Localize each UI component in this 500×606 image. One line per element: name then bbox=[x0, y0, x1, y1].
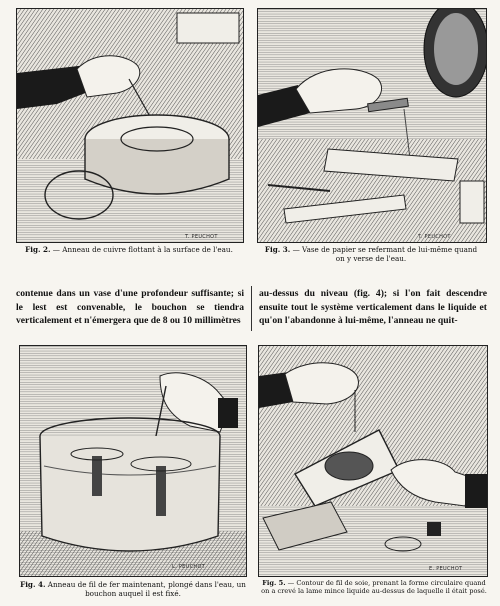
figure-3-signature: T. PEUCHOT bbox=[418, 234, 451, 240]
figure-5-engraving bbox=[259, 346, 487, 576]
figure-2-caption-text: — Anneau de cuivre flottant à la surface de l'eau. bbox=[52, 245, 233, 254]
figure-4-illustration bbox=[19, 345, 247, 577]
figure-3-engraving bbox=[258, 9, 486, 242]
figure-4-signature: L. PEUCHOT bbox=[172, 564, 206, 570]
figure-4-caption-text: Anneau de fil de fer maintenant, plongé dans l'eau, un bouchon auquel il est fixé. bbox=[47, 580, 246, 598]
figure-5-caption-text: — Contour de fil de soie, prenant la forme circulaire quand on a crevé la lame mince liquide au-dessus de laquelle il était posé. bbox=[261, 579, 487, 596]
figure-3-caption-text: — Vase de papier se refermant de lui-même quand on y verse de l'eau. bbox=[292, 245, 478, 263]
figure-2-illustration bbox=[16, 8, 244, 243]
figure-4-engraving bbox=[20, 346, 246, 576]
figure-2-caption bbox=[16, 245, 242, 254]
figure-4-caption bbox=[20, 580, 246, 598]
column-divider bbox=[251, 286, 252, 331]
body-text-left-column: contenue dans un vase d'une profondeur suffisante; si le lest est convenable, le bouchon se tiendra verticalement et n'émergera que de 8 ou 10 millimètres bbox=[16, 288, 244, 326]
figure-3-illustration bbox=[257, 8, 487, 243]
figure-3-caption bbox=[262, 245, 480, 263]
body-text-right-column: au-dessus du niveau (fig. 4); si l'on fait descendre ensuite tout le système verticalement dans le liquide et qu'on l'abandonne à lui-même, l'anneau ne quit- bbox=[259, 288, 487, 326]
figure-2-engraving bbox=[17, 9, 243, 242]
figure-4-number: Fig. 4. bbox=[20, 580, 46, 589]
figure-5-number: Fig. 5. bbox=[262, 579, 286, 587]
figure-5-signature: E. PEUCHOT bbox=[429, 566, 463, 572]
figure-5-illustration bbox=[258, 345, 488, 577]
figure-5-caption bbox=[260, 579, 488, 596]
figure-3-number: Fig. 3. bbox=[264, 245, 291, 254]
figure-2-number: Fig. 2. bbox=[25, 245, 51, 254]
figure-2-signature: T. PEUCHOT bbox=[185, 234, 218, 240]
